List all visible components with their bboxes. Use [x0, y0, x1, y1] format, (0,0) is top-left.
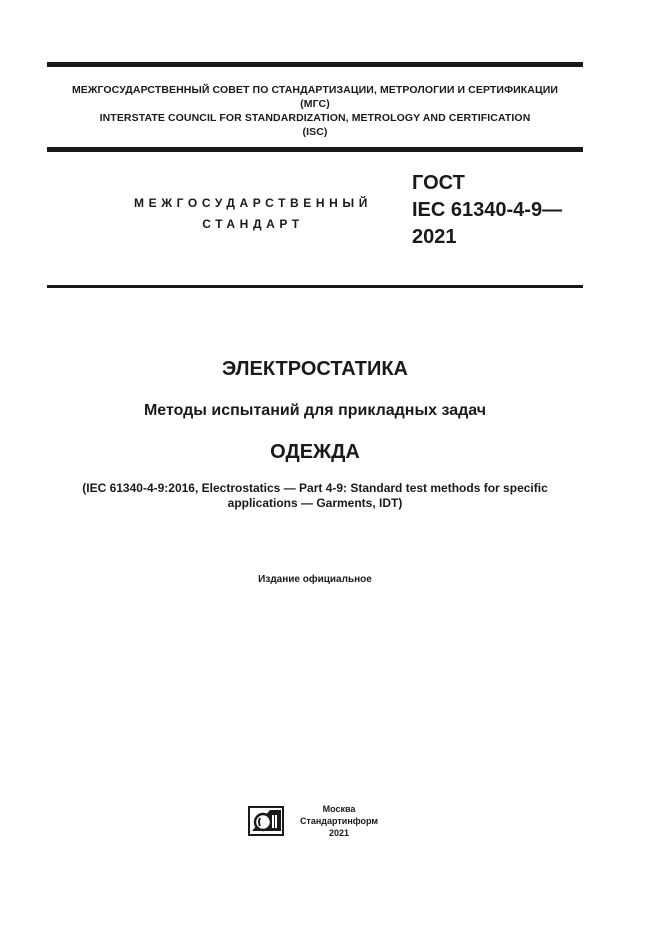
designation-number: IEC 61340-4-9—: [412, 199, 563, 221]
council-header: [47, 83, 583, 139]
top-rule: [47, 62, 583, 67]
publisher-name: Стандартинформ: [299, 816, 379, 826]
original-reference-line2: applications — Garments, IDT): [227, 496, 403, 510]
council-name-ru: МЕЖГОСУДАРСТВЕННЫЙ СОВЕТ ПО СТАНДАРТИЗАЦИИ, МЕТРОЛОГИИ И СЕРТИФИКАЦИИ: [71, 84, 559, 96]
middle-rule: [47, 147, 583, 152]
council-name-en: INTERSTATE COUNCIL FOR STANDARDIZATION, METROLOGY AND CERTIFICATION: [99, 112, 531, 124]
council-abbr-en: (ISC): [302, 126, 328, 138]
edition-label: Издание официальное: [258, 574, 372, 585]
publication-year: 2021: [328, 828, 350, 838]
standartinform-logo-icon: [248, 806, 284, 836]
original-standard-reference: [40, 481, 590, 511]
publisher-city: Москва: [322, 804, 356, 814]
publisher-block: [296, 803, 382, 839]
standard-designation: [412, 170, 562, 251]
original-reference-line1: (IEC 61340-4-9:2016, Electrostatics — Part 4-9: Standard test methods for specific: [82, 481, 548, 495]
document-part-title: ОДЕЖДА: [270, 441, 360, 463]
standard-kind: [120, 193, 386, 235]
document-subtitle: Методы испытаний для прикладных задач: [143, 402, 487, 419]
bottom-rule: [47, 285, 583, 288]
standard-kind-line1: МЕЖГОСУДАРСТВЕННЫЙ: [134, 196, 372, 210]
standard-kind-line2: СТАНДАРТ: [202, 217, 304, 231]
designation-year: 2021: [412, 226, 457, 248]
designation-prefix: ГОСТ: [412, 172, 465, 194]
document-title: ЭЛЕКТРОСТАТИКА: [222, 358, 408, 380]
council-abbr-ru: (МГС): [300, 98, 330, 110]
